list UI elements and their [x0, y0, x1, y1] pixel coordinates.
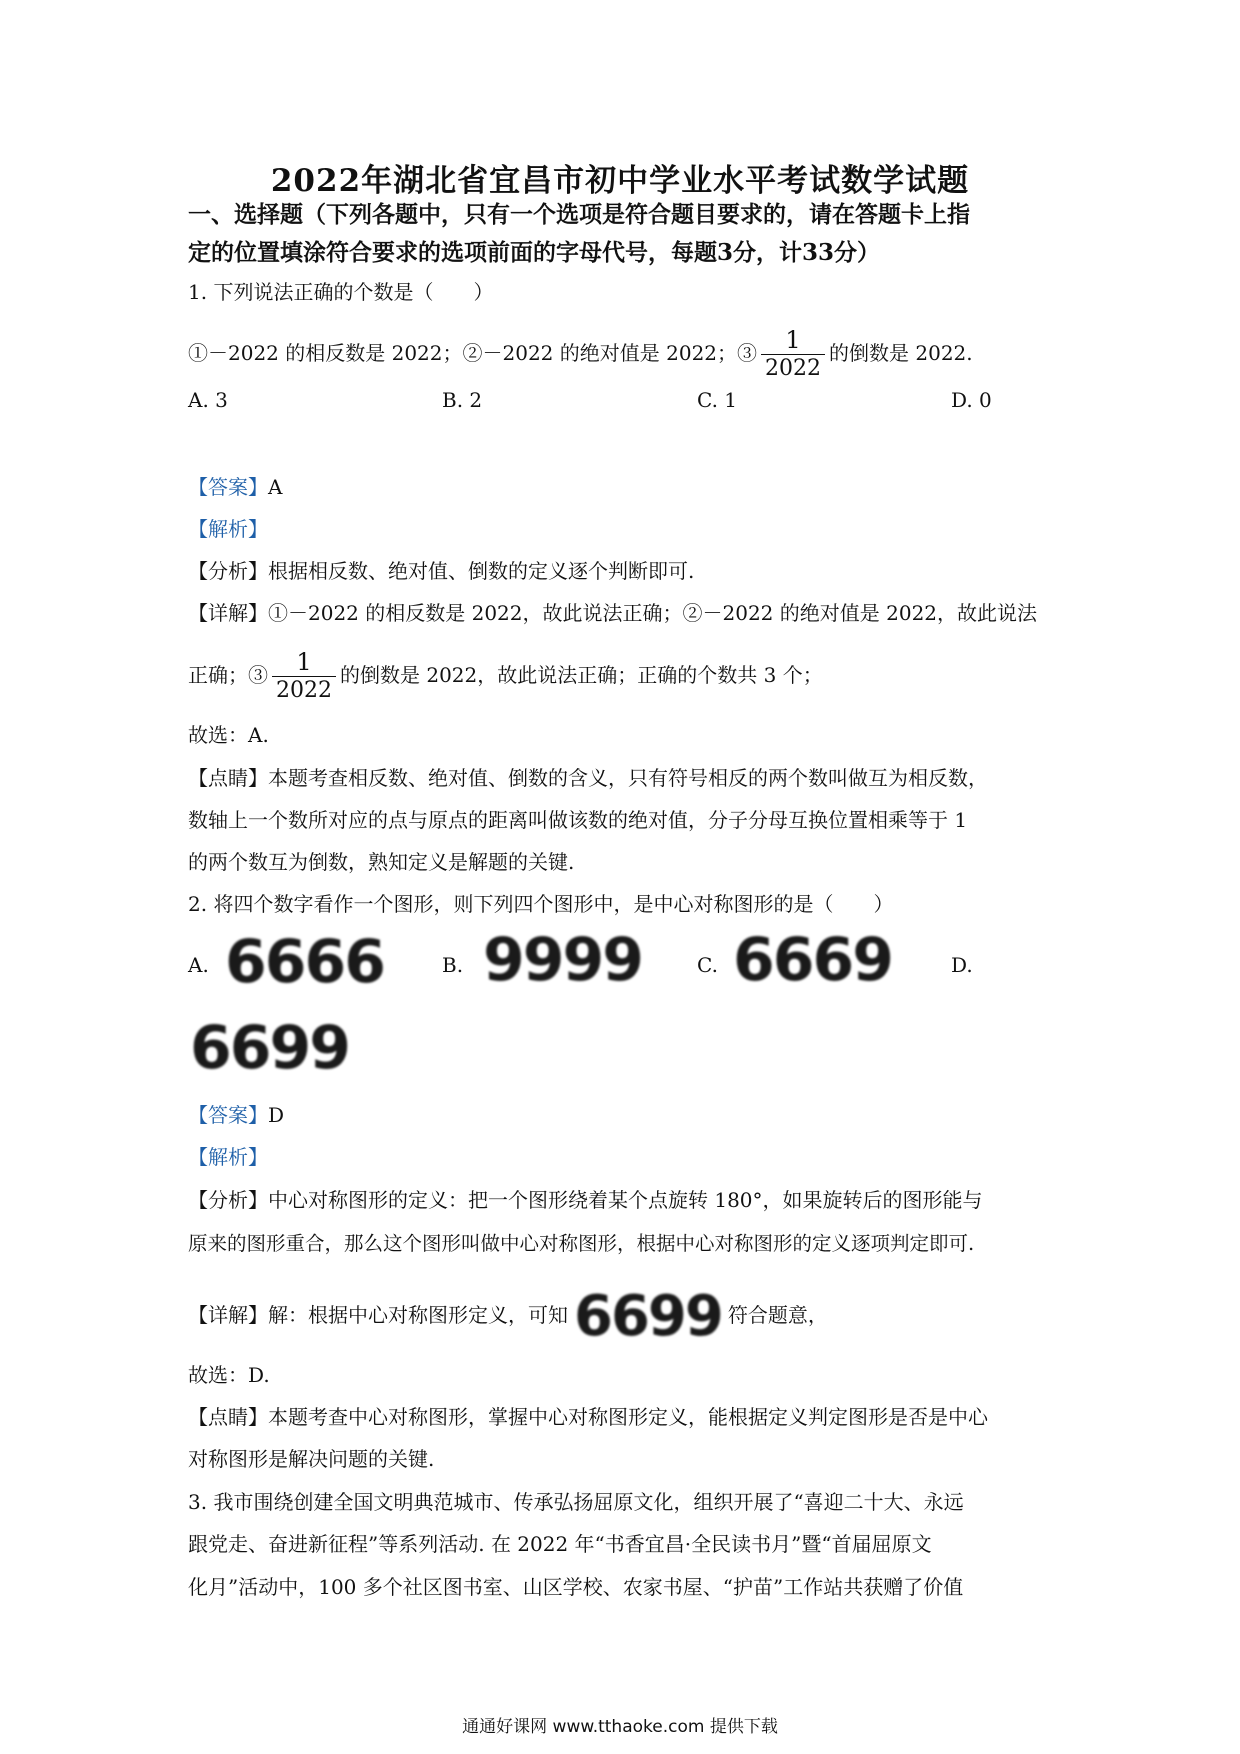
- q2-option-d-figure: 6699: [190, 1013, 349, 1083]
- fenxi-tag: 【分析】: [188, 1188, 268, 1212]
- q1-dianjing-3: 的两个数互为倒数，熟知定义是解题的关键.: [188, 850, 575, 874]
- q2-analysis-tag: [188, 1142, 1068, 1172]
- q1-xiangjie-2: [188, 648, 1068, 705]
- q2-fenxi-1: [188, 1185, 1068, 1215]
- q1-xiangjie-fraction-denominator: 2022: [276, 678, 332, 703]
- dianjing-tag: 【点睛】: [188, 1405, 268, 1429]
- xiangjie-2-post: 的倒数是 2022，故此说法正确；正确的个数共 3 个；: [340, 663, 823, 687]
- q1-dianjing-1: [188, 763, 1068, 793]
- q1-option-a: A. 3: [188, 388, 228, 412]
- dianjing-text: 本题考查中心对称图形，掌握中心对称图形定义，能根据定义判定图形是否是中心: [268, 1405, 988, 1429]
- q2-option-c-figure: 6669: [733, 925, 892, 995]
- xiangjie-text: 解：根据中心对称图形定义，可知: [268, 1303, 568, 1327]
- q2-answer: [188, 1100, 1068, 1130]
- q2-xiangjie: [188, 1285, 1068, 1347]
- q2-dianjing-1: [188, 1402, 1068, 1432]
- q2-option-a-figure: 6666: [225, 927, 384, 997]
- q1-xiangjie-fraction-numerator: 1: [272, 648, 336, 677]
- dianjing-tag: 【点睛】: [188, 766, 268, 790]
- q1-dianjing-2: 数轴上一个数所对应的点与原点的距离叫做该数的绝对值，分子分母互换位置相乘等于 1: [188, 808, 968, 832]
- section-heading-line-1: 一、选择题（下列各题中，只有一个选项是符合题目要求的，请在答题卡上指: [188, 201, 970, 228]
- answer-value: A: [268, 475, 283, 499]
- q1-stem: 1. 下列说法正确的个数是（ ）: [188, 280, 494, 304]
- q2-dianjing-2: 对称图形是解决问题的关键.: [188, 1447, 435, 1471]
- q1-choice: 故选：A.: [188, 723, 269, 747]
- xiangjie-post: 符合题意，: [727, 1303, 828, 1327]
- q1-statement: [188, 326, 1068, 383]
- fenxi-text: 根据相反数、绝对值、倒数的定义逐个判断即可.: [268, 559, 695, 583]
- q1-xiangjie-fraction: [272, 648, 336, 705]
- q1-fraction: [761, 326, 825, 383]
- q2-option-c-label: C.: [697, 953, 718, 977]
- fenxi-text: 中心对称图形的定义：把一个图形绕着某个点旋转 180°，如果旋转后的图形能与: [268, 1188, 983, 1212]
- xiangjie-tag: 【详解】: [188, 601, 268, 625]
- xiangjie-tag: 【详解】: [188, 1303, 268, 1327]
- fenxi-tag: 【分析】: [188, 559, 268, 583]
- q1-answer: [188, 472, 1068, 502]
- q1-fraction-numerator: 1: [761, 326, 825, 355]
- xiangjie-figure: 6699: [574, 1283, 722, 1349]
- xiangjie-text: ①－2022 的相反数是 2022，故此说法正确；②－2022 的绝对值是 2022，故此说法: [268, 601, 1038, 625]
- answer-tag: 【答案】: [188, 1103, 268, 1127]
- q1-option-c: C. 1: [697, 388, 738, 412]
- q1-statement-pre: ①－2022 的相反数是 2022；②－2022 的绝对值是 2022；③: [188, 341, 758, 365]
- answer-tag: 【答案】: [188, 475, 268, 499]
- dianjing-text: 本题考查相反数、绝对值、倒数的含义，只有符号相反的两个数叫做互为相反数，: [268, 766, 988, 790]
- q2-choice: 故选：D.: [188, 1363, 270, 1387]
- analysis-tag: 【解析】: [188, 1145, 268, 1169]
- q2-option-a-label: A.: [188, 953, 209, 977]
- answer-value: D: [268, 1103, 285, 1127]
- q3-line-1: 3. 我市围绕创建全国文明典范城市、传承弘扬屈原文化，组织开展了“喜迎二十大、永远: [188, 1490, 964, 1514]
- q3-line-3: 化月”活动中，100 多个社区图书室、山区学校、农家书屋、“护苗”工作站共获赠了价值: [188, 1575, 964, 1599]
- q1-fenxi: [188, 556, 1068, 586]
- q2-fenxi-2: 原来的图形重合，那么这个图形叫做中心对称图形，根据中心对称图形的定义逐项判定即可.: [188, 1232, 975, 1255]
- q1-xiangjie-1: [188, 598, 1068, 628]
- q1-option-d: D. 0: [951, 388, 992, 412]
- q1-statement-post: 的倒数是 2022.: [829, 341, 973, 365]
- q3-line-2: 跟党走、奋进新征程”等系列活动. 在 2022 年“书香宜昌·全民读书月”暨“首届屈原文: [188, 1532, 932, 1556]
- page-footer: 通通好课网 www.tthaoke.com 提供下载: [462, 1717, 778, 1737]
- q2-stem: 2. 将四个数字看作一个图形，则下列四个图形中，是中心对称图形的是（ ）: [188, 892, 894, 916]
- q1-fraction-denominator: 2022: [765, 356, 822, 381]
- q1-analysis-tag: [188, 514, 1068, 544]
- q2-option-d-label: D.: [951, 953, 973, 977]
- q1-option-b: B. 2: [442, 388, 483, 412]
- page-title: 2022年湖北省宜昌市初中学业水平考试数学试题: [270, 163, 970, 199]
- section-heading-line-2: 定的位置填涂符合要求的选项前面的字母代号，每题3分，计33分）: [188, 239, 881, 266]
- q2-option-b-label: B.: [442, 953, 464, 977]
- analysis-tag: 【解析】: [188, 517, 268, 541]
- q2-option-b-figure: 9999: [483, 925, 642, 995]
- xiangjie-2-pre: 正确；③: [188, 663, 268, 687]
